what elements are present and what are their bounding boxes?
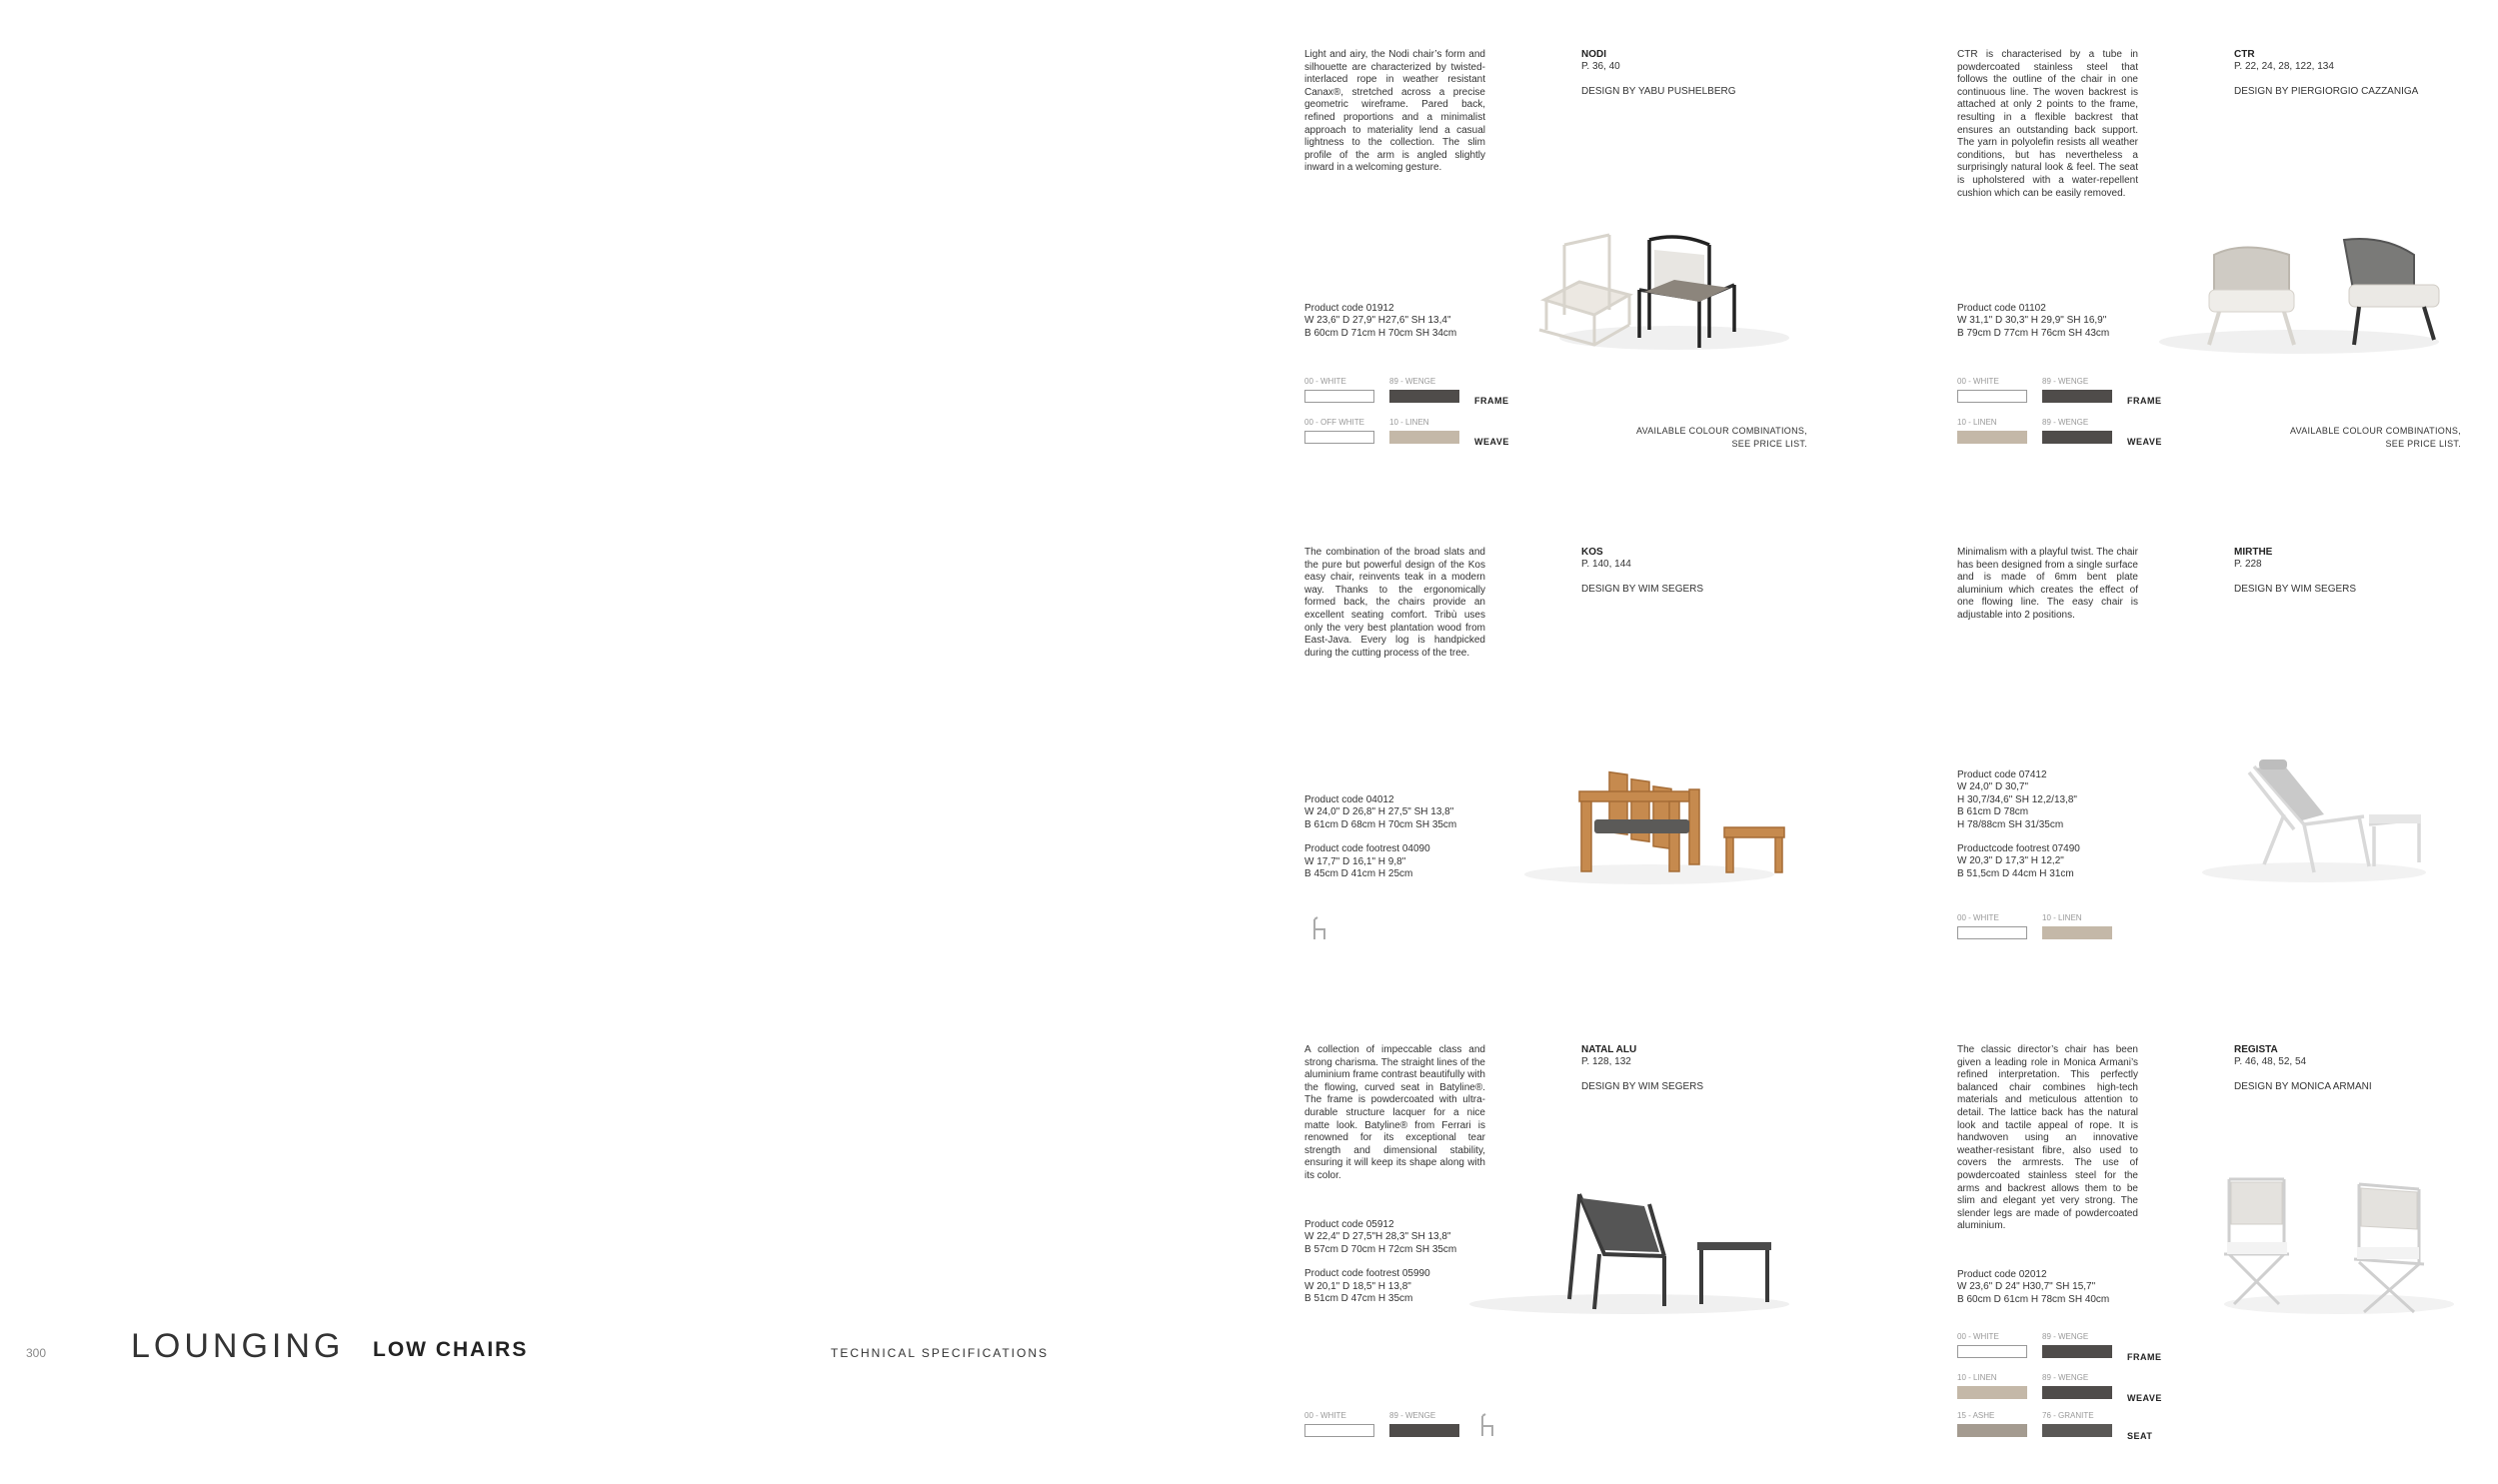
ctr-name: CTR [2234, 49, 2255, 60]
page-number: 300 [26, 1346, 47, 1360]
mirthe-linen-swatch[interactable]: 10 - LINEN [2042, 913, 2112, 939]
nodi-chair-image [1534, 220, 1794, 355]
avail-line: AVAILABLE COLOUR COMBINATIONS, [2289, 426, 2461, 436]
regista-code-line: B 60cm D 61cm H 78cm SH 40cm [1957, 1293, 2110, 1305]
technical-specifications-label: TECHNICAL SPECIFICATIONS [831, 1346, 1050, 1360]
nodi-weave-offwhite-swatch[interactable]: 00 - OFF WHITE [1304, 418, 1374, 444]
nodi-code-line: B 60cm D 71cm H 70cm SH 34cm [1304, 327, 1457, 339]
nodi-weave-linen-swatch[interactable]: 10 - LINEN [1389, 418, 1459, 444]
regista-frame-label: FRAME [2127, 1352, 2162, 1362]
nodi-available-combinations-note [1579, 425, 1807, 450]
nodi-name: NODI [1581, 49, 1606, 60]
nodi-weave-label: WEAVE [1474, 437, 1509, 447]
ctr-designer: DESIGN BY PIERGIORGIO CAZZANIGA [2234, 85, 2419, 97]
mirthe-pages: P. 228 [2234, 559, 2262, 571]
natal-pages: P. 128, 132 [1581, 1056, 1631, 1068]
mirthe-code-line: W 24,0" D 30,7" [1957, 781, 2029, 793]
mirthe-code-line: H 78/88cm SH 31/35cm [1957, 818, 2064, 830]
mirthe-chair-image [2164, 754, 2429, 884]
mirthe-code-line: H 30,7/34,6" SH 12,2/13,8" [1957, 793, 2077, 805]
nodi-code-line: W 23,6" D 27,9" H27,6" SH 13,4" [1304, 315, 1451, 327]
nodi-title-block [1581, 49, 1736, 98]
regista-weave-label: WEAVE [2127, 1393, 2162, 1403]
natal-title-block [1581, 1044, 1703, 1093]
mirthe-footrest-code-line: Productcode footrest 07490 [1957, 843, 2080, 855]
regista-chair-image [2209, 1174, 2459, 1319]
nodi-frame-label: FRAME [1474, 396, 1509, 406]
ctr-title-block [2234, 49, 2418, 98]
nodi-pages: P. 36, 40 [1581, 61, 1620, 73]
kos-designer: DESIGN BY WIM SEGERS [1581, 583, 1704, 595]
regista-weave-linen-swatch[interactable]: 10 - LINEN [1957, 1373, 2027, 1399]
regista-weave-wenge-swatch[interactable]: 89 - WENGE [2042, 1373, 2112, 1399]
natal-footrest-code-line: W 20,1" D 18,5" H 13,8" [1304, 1280, 1411, 1292]
regista-product-codes [1957, 1269, 2109, 1306]
ctr-code-line: W 31,1" D 30,3" H 29,9" SH 16,9" [1957, 315, 2107, 327]
kos-footrest-code-line: B 45cm D 41cm H 25cm [1304, 868, 1413, 880]
mirthe-product-codes [1957, 769, 2080, 880]
kos-code-line: Product code 04012 [1304, 794, 1394, 805]
regista-description: The classic director’s chair has been given a leading role in Monica Armani’s refined interpretation. This perfectly balanced chair combines high-tech materials and meticulous attention to detail. The lattice back has the natural look and tactile appeal of rope. It is handwoven using an innovative weather-resistant fibre, also used to covers the armrests. The use of powdercoated stainless steel for the arms and backrest allows them to be slim and elegant yet very strong. The slender legs are made of powdercoated aluminium. [1957, 1044, 2138, 1232]
ctr-chair-image [2149, 230, 2449, 360]
chair-accessory-icon [1309, 915, 1329, 943]
ctr-weave-wenge-swatch[interactable]: 89 - WENGE [2042, 418, 2112, 444]
regista-seat-granite-swatch[interactable]: 76 - GRANITE [2042, 1411, 2112, 1437]
mirthe-footrest-code-line: B 51,5cm D 44cm H 31cm [1957, 867, 2074, 879]
mirthe-white-swatch[interactable]: 00 - WHITE [1957, 913, 2027, 939]
nodi-product-codes [1304, 303, 1456, 340]
natal-designer: DESIGN BY WIM SEGERS [1581, 1080, 1704, 1092]
chair-accessory-icon [1477, 1412, 1497, 1440]
natal-footrest-code-line: Product code footrest 05990 [1304, 1268, 1430, 1280]
kos-footrest-code-line: W 17,7" D 16,1" H 9,8" [1304, 855, 1406, 867]
ctr-product-codes [1957, 303, 2109, 340]
ctr-available-combinations-note [2233, 425, 2461, 450]
nodi-frame-wenge-swatch[interactable]: 89 - WENGE [1389, 377, 1459, 403]
regista-pages: P. 46, 48, 52, 54 [2234, 1056, 2307, 1068]
regista-code-line: Product code 02012 [1957, 1269, 2047, 1280]
ctr-weave-label: WEAVE [2127, 437, 2162, 447]
natal-code-line: Product code 05912 [1304, 1219, 1394, 1230]
mirthe-title-block [2234, 547, 2356, 596]
kos-pages: P. 140, 144 [1581, 559, 1631, 571]
natal-footrest-code-line: B 51cm D 47cm H 35cm [1304, 1293, 1413, 1305]
kos-chair-image [1519, 749, 1789, 889]
kos-title-block [1581, 547, 1703, 596]
nodi-code-line: Product code 01912 [1304, 303, 1394, 314]
mirthe-code-line: Product code 07412 [1957, 769, 2047, 780]
ctr-frame-wenge-swatch[interactable]: 89 - WENGE [2042, 377, 2112, 403]
section-title: LOUNGING [131, 1327, 345, 1365]
natal-code-line: B 57cm D 70cm H 72cm SH 35cm [1304, 1243, 1457, 1255]
nodi-description: Light and airy, the Nodi chair’s form and silhouette are characterized by twisted-interlaced rope in weather resistant Canax®, stretched across a precise geometric wireframe. Pared back, refined proportions and a minimalist approach to materiality lend a casual lightness to the collection. The slim profile of the arm is angled slightly inward in a welcoming gesture. [1304, 49, 1485, 174]
ctr-code-line: Product code 01102 [1957, 303, 2046, 314]
mirthe-footrest-code-line: W 20,3" D 17,3" H 12,2" [1957, 855, 2064, 867]
ctr-description: CTR is characterised by a tube in powdercoated stainless steel that follows the outline of the chair in one continuous line. The woven backrest is attached at only 2 points to the frame, resulting in a flexible backrest that ensures an outstanding back support. The yarn in polyolefin resists all weather conditions, but has nevertheless a surprisingly natural look & feel. The seat is upholstered with a water-repellent cushion which can be easily removed. [1957, 49, 2138, 199]
subsection-title: LOW CHAIRS [373, 1338, 529, 1361]
kos-code-line: B 61cm D 68cm H 70cm SH 35cm [1304, 818, 1457, 830]
avail-line: AVAILABLE COLOUR COMBINATIONS, [1635, 426, 1807, 436]
avail-line: SEE PRICE LIST. [2385, 438, 2461, 449]
kos-description: The combination of the broad slats and the pure but powerful design of the Kos easy chair, reinvents teak in a modern way. Thanks to the ergonomically formed back, the chairs provide an excellent seating comfort. Tribù uses only the very best plantation wood from East-Java. Every log is handpicked during the cutting process of the tree. [1304, 547, 1485, 659]
regista-code-line: W 23,6" D 24" H30,7" SH 15,7" [1957, 1281, 2096, 1293]
kos-footrest-code-line: Product code footrest 04090 [1304, 843, 1430, 855]
ctr-frame-white-swatch[interactable]: 00 - WHITE [1957, 377, 2027, 403]
nodi-designer: DESIGN BY YABU PUSHELBERG [1581, 85, 1736, 97]
natal-chair-image [1459, 1184, 1779, 1319]
regista-frame-white-swatch[interactable]: 00 - WHITE [1957, 1332, 2027, 1358]
natal-product-codes [1304, 1219, 1456, 1305]
regista-seat-ashe-swatch[interactable]: 15 - ASHE [1957, 1411, 2027, 1437]
kos-product-codes [1304, 794, 1456, 880]
regista-frame-wenge-swatch[interactable]: 89 - WENGE [2042, 1332, 2112, 1358]
mirthe-designer: DESIGN BY WIM SEGERS [2234, 583, 2357, 595]
avail-line: SEE PRICE LIST. [1731, 438, 1807, 449]
ctr-code-line: B 79cm D 77cm H 76cm SH 43cm [1957, 327, 2110, 339]
nodi-frame-white-swatch[interactable]: 00 - WHITE [1304, 377, 1374, 403]
mirthe-description: Minimalism with a playful twist. The chair has been designed from a single surface and is made of 6mm bent plate aluminium which creates the effect of one flowing line. The easy chair is adjustable into 2 positions. [1957, 547, 2138, 621]
mirthe-name: MIRTHE [2234, 547, 2273, 558]
natal-wenge-swatch[interactable]: 89 - WENGE [1389, 1411, 1459, 1437]
ctr-frame-label: FRAME [2127, 396, 2162, 406]
regista-title-block [2234, 1044, 2372, 1093]
natal-description: A collection of impeccable class and strong charisma. The straight lines of the aluminium frame contrast beautifully with the flowing, curved seat in Batyline®. The frame is powdercoated with ultra-durable structure lacquer for a nice matte look. Batyline® from Ferrari is renowned for its exceptional tear strength and dimensional stability, ensuring it will keep its shape along with its color. [1304, 1044, 1485, 1181]
natal-code-line: W 22,4" D 27,5"H 28,3" SH 13,8" [1304, 1231, 1451, 1243]
kos-name: KOS [1581, 547, 1603, 558]
regista-designer: DESIGN BY MONICA ARMANI [2234, 1080, 2372, 1092]
ctr-weave-linen-swatch[interactable]: 10 - LINEN [1957, 418, 2027, 444]
natal-name: NATAL ALU [1581, 1044, 1637, 1055]
regista-name: REGISTA [2234, 1044, 2278, 1055]
ctr-pages: P. 22, 24, 28, 122, 134 [2234, 61, 2334, 73]
kos-code-line: W 24,0" D 26,8" H 27,5" SH 13,8" [1304, 806, 1454, 818]
regista-seat-label: SEAT [2127, 1431, 2153, 1441]
natal-white-swatch[interactable]: 00 - WHITE [1304, 1411, 1374, 1437]
mirthe-code-line: B 61cm D 78cm [1957, 806, 2029, 818]
